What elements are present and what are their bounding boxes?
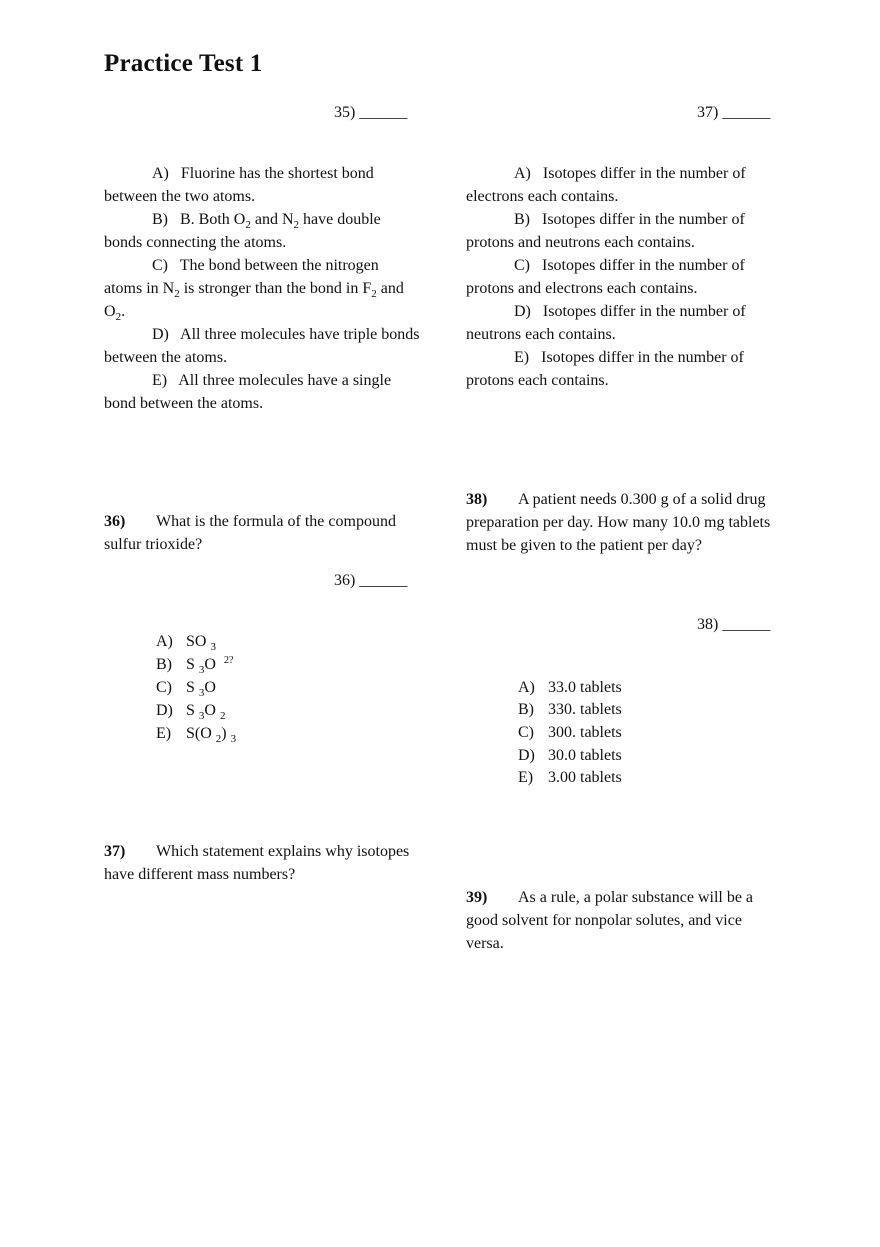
q37-options [466,162,780,392]
option-35-d[interactable]: D) All three molecules have triple bonds between the atoms. [104,326,420,366]
answer-blank-35[interactable]: 35) ______ [334,104,408,121]
question-39 [466,886,780,955]
option-38-d[interactable]: D) 30.0 tablets [518,747,622,764]
option-36-e[interactable]: E) S(O $_2$) $_3$ [156,725,237,745]
question-number: 37) [104,843,126,860]
option-35-a[interactable]: A) Fluorine has the shortest bond between the two atoms. [104,165,374,205]
question-text: As a rule, a polar substance will be a good solvent for nonpolar solutes, and vice versa. [466,889,754,952]
option-38-b[interactable]: B) 330. tablets [518,701,622,718]
answer-blank-37[interactable]: 37) ______ [697,104,771,121]
option-37-c[interactable]: C) Isotopes differ in the number of protons and electrons each contains. [466,257,745,297]
option-38-c[interactable]: C) 300. tablets [518,724,622,741]
option-36-b[interactable]: B) S $_3$O $^{2?}$ [156,655,234,676]
page-title: Practice Test 1 [104,50,263,77]
question-36 [104,510,420,556]
question-text: A patient needs 0.300 g of a solid drug preparation per day. How many 10.0 mg tablets must be given to the patient per day? [466,491,771,554]
answer-blank-36[interactable]: 36) ______ [334,572,408,589]
option-37-a[interactable]: A) Isotopes differ in the number of electrons each contains. [466,165,746,205]
option-35-e[interactable]: E) All three molecules have a single bond between the atoms. [104,372,392,412]
question-number: 38) [466,491,488,508]
q35-options [104,162,420,415]
option-37-b[interactable]: B) Isotopes differ in the number of protons and neutrons each contains. [466,211,745,251]
answer-blank-38[interactable]: 38) ______ [697,616,771,633]
question-37 [104,840,420,886]
question-38 [466,488,776,557]
option-38-a[interactable]: A) 33.0 tablets [518,679,622,696]
option-35-c[interactable]: C) The bond between the nitrogen atoms in $N_2$ is stronger than the bond in $F_2$ and $O_2$. [104,257,404,323]
question-number: 36) [104,513,126,530]
option-37-e[interactable]: E) Isotopes differ in the number of protons each contains. [466,349,744,389]
option-35-b[interactable]: B) B. Both $O_2$ and $N_2$ have double bonds connecting the atoms. [104,211,381,251]
option-37-d[interactable]: D) Isotopes differ in the number of neutrons each contains. [466,303,746,343]
option-38-e[interactable]: E) 3.00 tablets [518,769,622,786]
question-text: Which statement explains why isotopes have different mass numbers? [104,843,410,883]
option-36-c[interactable]: C) S $_3$O [156,679,216,699]
option-36-a[interactable]: A) SO $_3$ [156,633,216,653]
question-text: What is the formula of the compound sulfur trioxide? [104,513,396,553]
option-36-d[interactable]: D) S $_3$O $_2$ [156,702,226,722]
question-number: 39) [466,889,488,906]
